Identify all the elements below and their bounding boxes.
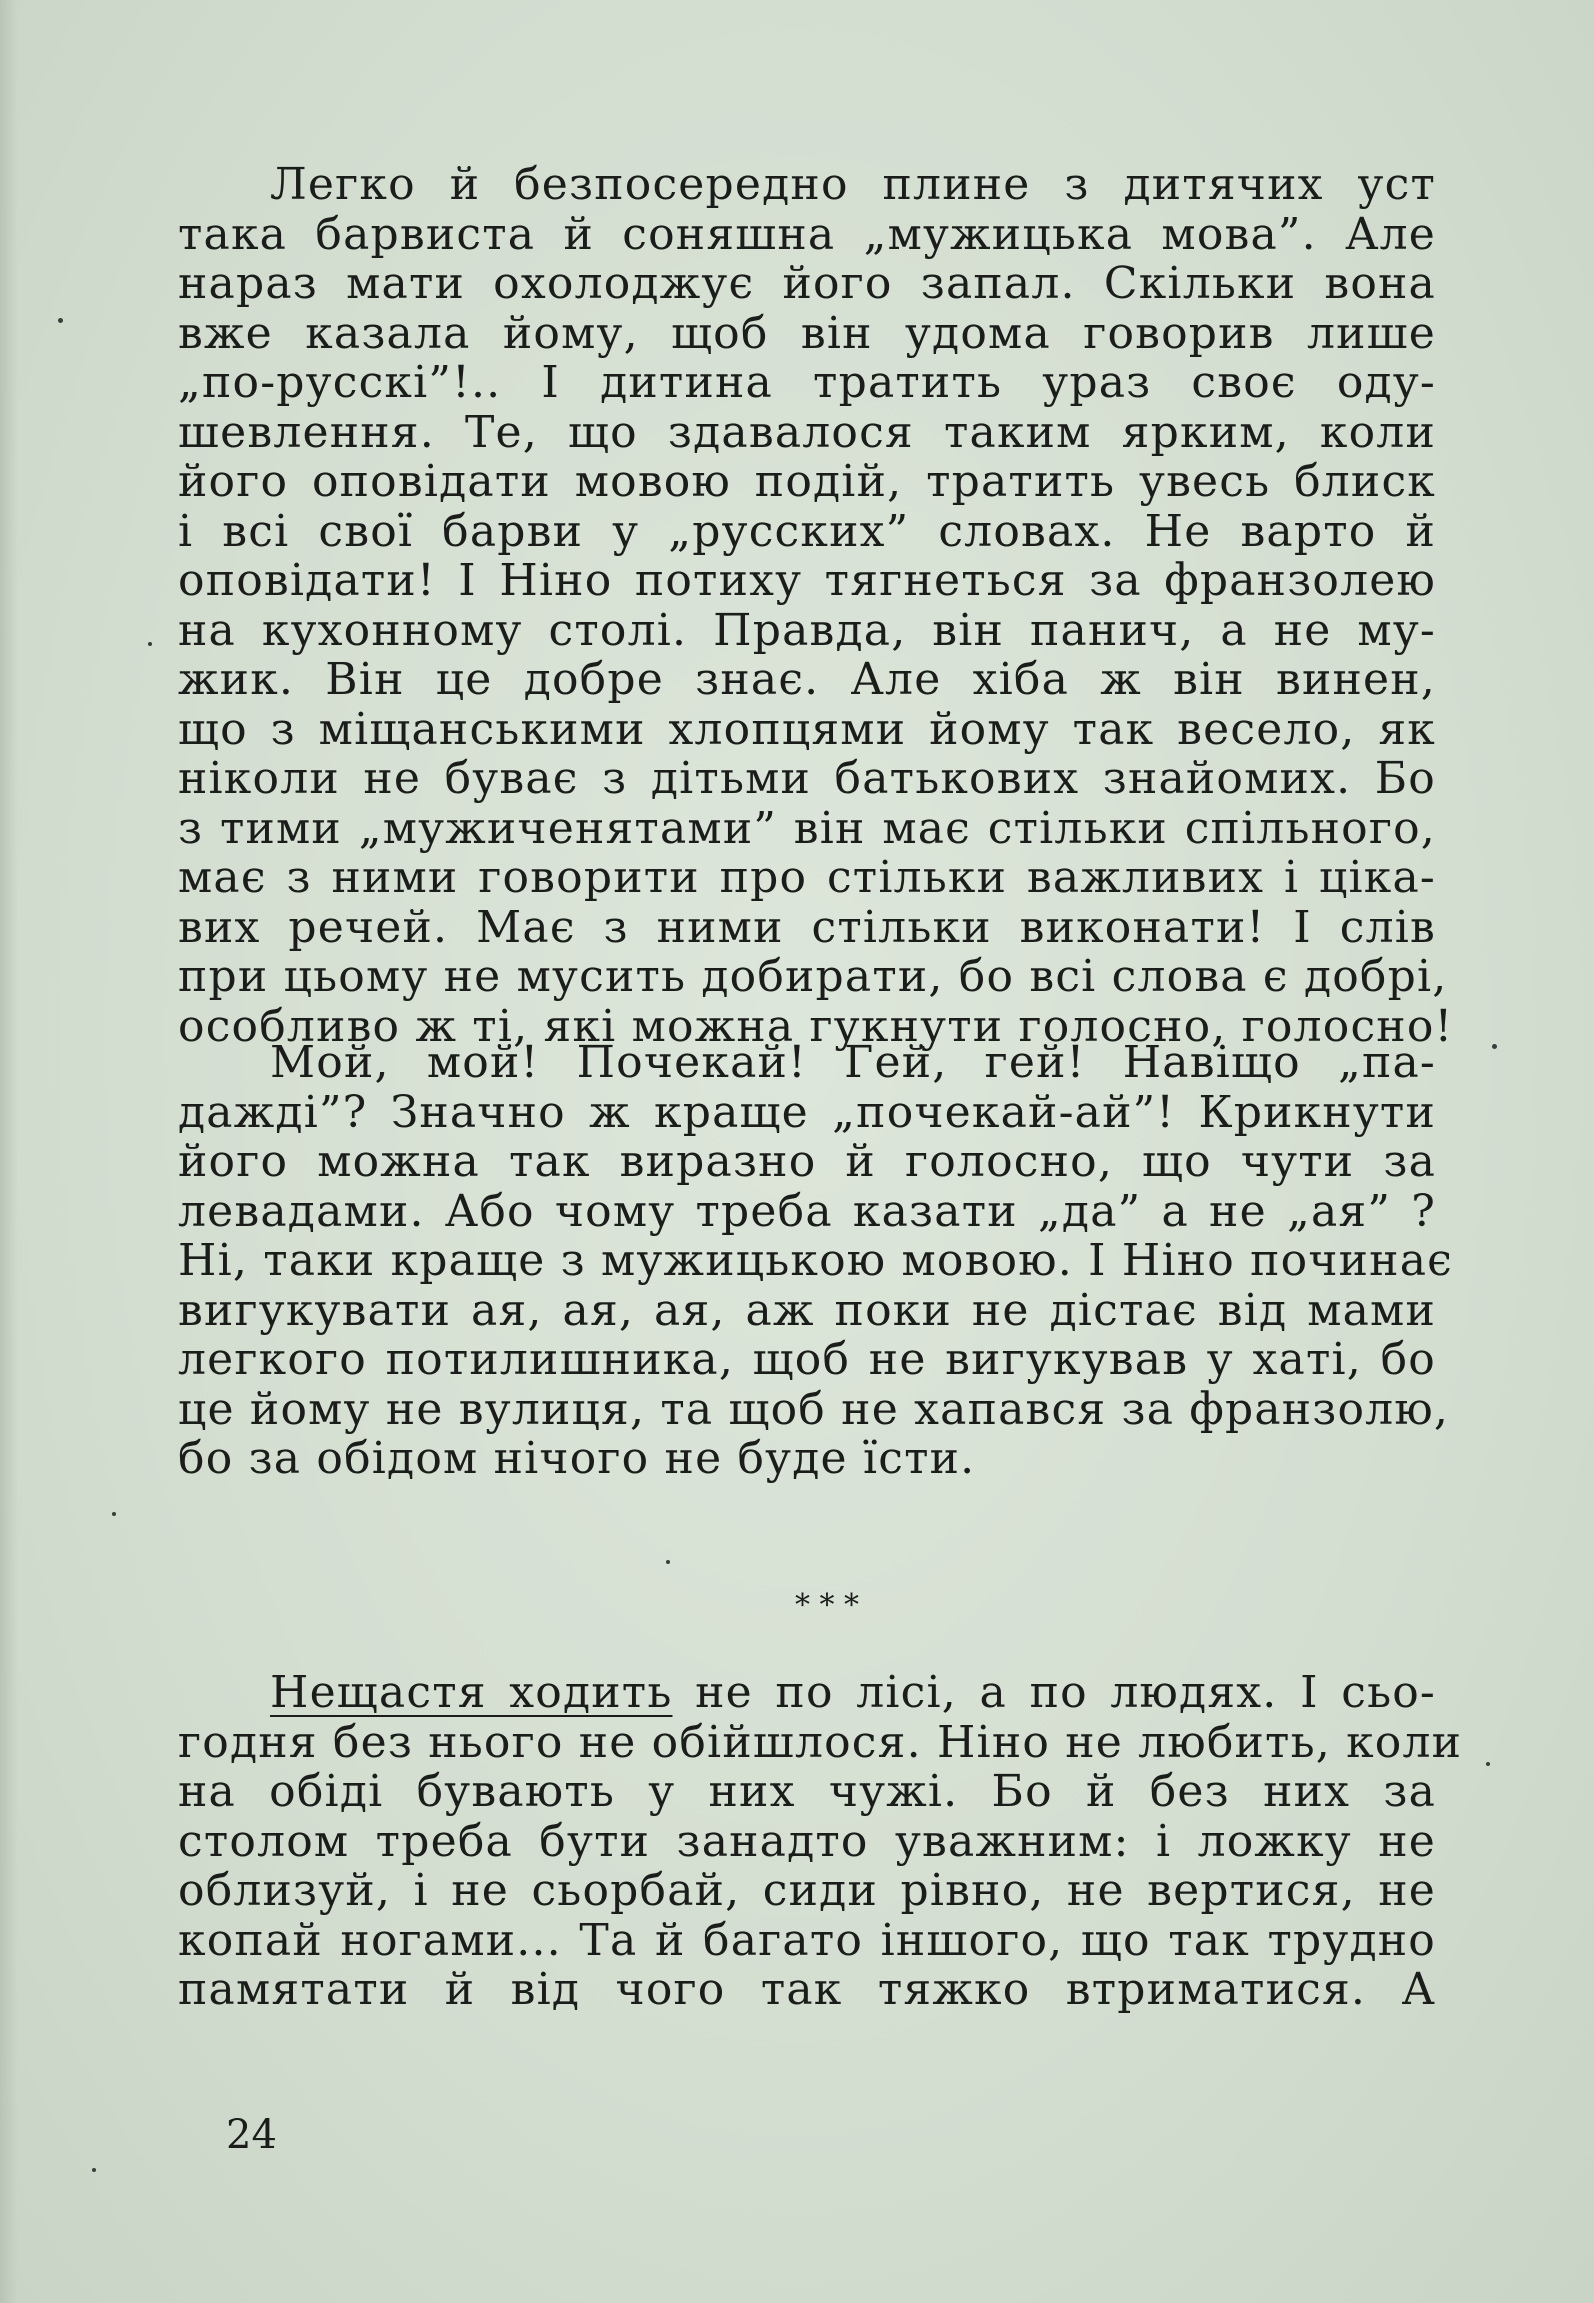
text-line: годня без нього не обійшлося. Ніно не любить, коли: [178, 1716, 1463, 1768]
paper-speck: [112, 1512, 116, 1516]
text-line: це йому не вулиця, та щоб не хапався за франзолю,: [178, 1383, 1450, 1435]
text-line: облизуй, і не сьорбай, сиди рівно, не вертися, не: [178, 1865, 1436, 1916]
paragraph-2: [178, 1037, 1453, 1484]
text-line: оповідати! І Ніно потиху тягнеться за франзолею: [178, 555, 1436, 606]
text-line: на кухонному столі. Правда, він панич, а не му-: [178, 604, 1436, 656]
text-line: ніколи не буває з дітьми батькових знайомих. Бо: [178, 753, 1436, 804]
paper-speck: [666, 1560, 670, 1564]
text-line: копай ногами... Та й багато іншого, що так трудно: [178, 1914, 1436, 1966]
page-number: 24: [226, 2112, 277, 2158]
text-line: шевлення. Те, що здавалося таким ярким, коли: [178, 406, 1436, 458]
text-line: при цьому не мусить добирати, бо всі слова є добрі,: [178, 951, 1448, 1002]
text-line: „по-русскі”!.. І дитина тратить ураз своє оду-: [178, 357, 1436, 408]
text-line: вже казала йому, щоб він удома говорив лише: [178, 307, 1436, 359]
text-line: його можна так виразно й голосно, що чути за: [178, 1136, 1436, 1187]
text-line: має з ними говорити про стільки важливих і ціка-: [178, 852, 1436, 903]
text-line: левадами. Або чому треба казати „да” а не „ая” ?: [178, 1185, 1436, 1237]
text-line: з тими „мужиченятами” він має стільки спільного,: [178, 802, 1436, 854]
page-edge-shadow: [0, 0, 18, 2303]
text-line: вих речей. Має з ними стільки виконати! І слів: [178, 901, 1436, 953]
text-line: на обіді бувають у них чужі. Бо й без них за: [178, 1766, 1436, 1817]
paragraph-1: [178, 159, 1454, 1052]
text-line: легкого потилишника, щоб не вигукував у хаті, бо: [178, 1334, 1436, 1385]
text-line: Ні, таки краще з мужицькою мовою. І Ніно починає: [178, 1235, 1453, 1286]
text-line: особливо ж ті, які можна гукнути голосно, голосно!: [178, 1000, 1454, 1052]
text-line: його оповідати мовою подій, тратить увесь блиск: [178, 456, 1436, 507]
text-line: бо за обідом нічого не буде їсти.: [178, 1433, 976, 1484]
paper-speck: [92, 2168, 96, 2172]
text-line: що з міщанськими хлопцями йому так весело, як: [178, 703, 1436, 755]
paper-speck: [1492, 1044, 1497, 1049]
underlined-phrase: Нещастя ходить: [270, 1667, 673, 1718]
text-line: така барвиста й соняшна „мужицька мова”. Але: [178, 208, 1436, 260]
text-line: нараз мати охолоджує його запал. Скільки вона: [178, 258, 1436, 309]
paper-speck: [148, 642, 152, 646]
text-line: столом треба бути занадто уважним: і ложку не: [178, 1815, 1436, 1867]
paper-speck: [1486, 1762, 1490, 1766]
text-line: і всі свої барви у „русских” словах. Не варто й: [178, 505, 1436, 557]
text-line: памятати й від чого так тяжко втриматися. А: [178, 1964, 1436, 2015]
text-line-first: [178, 1668, 1436, 1718]
section-separator: * * *: [794, 1588, 860, 1623]
text-line: дажді”? Значно ж краще „почекай-ай”! Крикнути: [178, 1086, 1436, 1138]
text-line: Мой, мой! Почекай! Гей, гей! Навіщо „па-: [270, 1037, 1436, 1088]
text-line: вигукувати ая, ая, ая, аж поки не дістає від мами: [178, 1284, 1436, 1336]
text-line: Легко й безпосередно плине з дитячих уст: [270, 159, 1436, 210]
paper-speck: [58, 318, 63, 323]
text-fragment: не по лісі, а по людях. І сьо-: [672, 1667, 1436, 1718]
paragraph-3: [178, 1667, 1463, 2015]
text-line: жик. Він це добре знає. Але хіба ж він винен,: [178, 654, 1436, 705]
